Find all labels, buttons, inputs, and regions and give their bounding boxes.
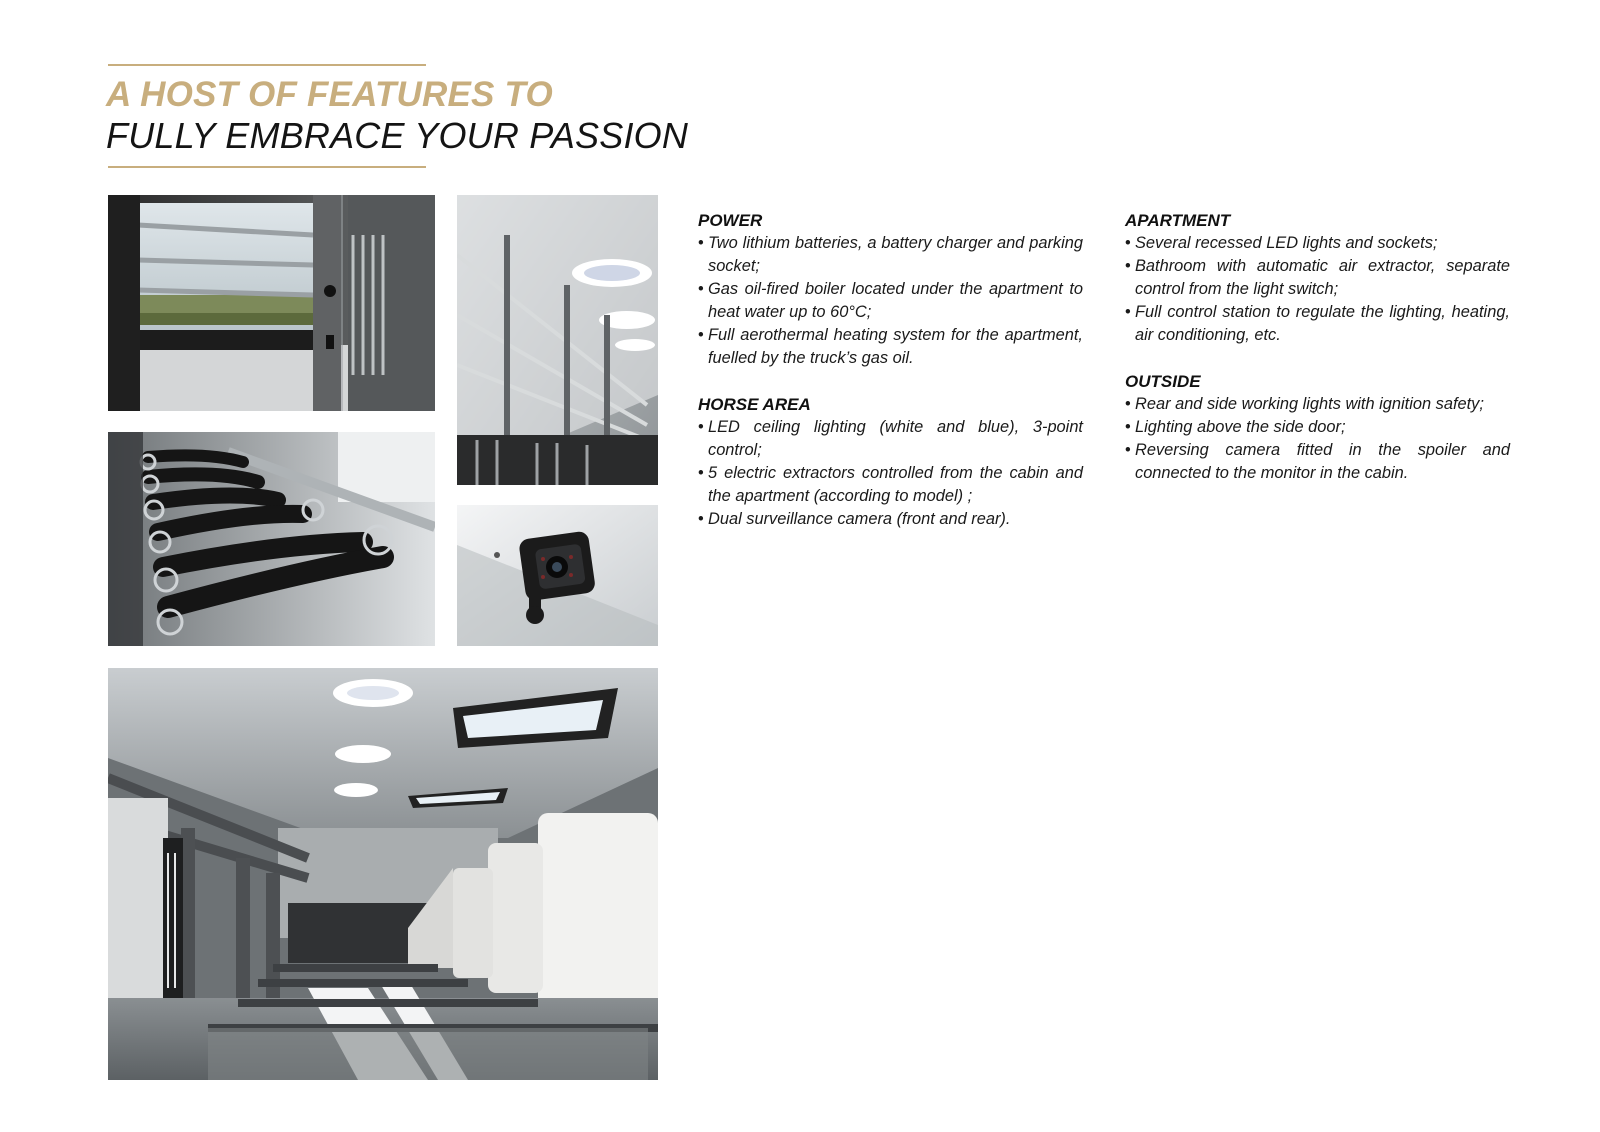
photo-rubber-tie-bars (108, 432, 435, 646)
section-title-horse-area: HORSE AREA (698, 395, 811, 414)
list-item: • Reversing camera fitted in the spoiler and connected to the monitor in the cabin. (1125, 439, 1510, 485)
outside-list (1125, 393, 1510, 485)
photo-surveillance-camera (457, 505, 658, 646)
section-apartment (1125, 209, 1510, 347)
list-item: • Dual surveillance camera (front and rear). (698, 508, 1083, 531)
section-power (698, 209, 1083, 370)
features-column-right (1125, 209, 1510, 508)
features-column-left (698, 209, 1083, 554)
photo-stall-window (108, 195, 435, 411)
section-title-apartment: APARTMENT (1125, 211, 1231, 230)
power-list (698, 232, 1083, 370)
list-item: • Rear and side working lights with ignition safety; (1125, 393, 1510, 416)
photo-horse-area-interior (108, 668, 658, 1080)
photo-ceiling-lights-rails (457, 195, 658, 485)
list-item: • Bathroom with automatic air extractor, separate control from the light switch; (1125, 255, 1510, 301)
list-item: • Two lithium batteries, a battery charger and parking socket; (698, 232, 1083, 278)
list-item: • 5 electric extractors controlled from the cabin and the apartment (according to model) ; (698, 462, 1083, 508)
page-title (106, 74, 688, 156)
list-item: • Several recessed LED lights and sockets; (1125, 232, 1510, 255)
section-title-power: POWER (698, 211, 763, 230)
section-title-outside: OUTSIDE (1125, 372, 1201, 391)
list-item: • Gas oil-fired boiler located under the apartment to heat water up to 60°C; (698, 278, 1083, 324)
list-item: • Full control station to regulate the lighting, heating, air conditioning, etc. (1125, 301, 1510, 347)
apartment-list (1125, 232, 1510, 347)
list-item: • Full aerothermal heating system for the apartment, fuelled by the truck’s gas oil. (698, 324, 1083, 370)
title-line-2: FULLY EMBRACE YOUR PASSION (106, 115, 689, 156)
title-rule-bottom (108, 166, 426, 168)
list-item: • LED ceiling lighting (white and blue), 3-point control; (698, 416, 1083, 462)
section-outside (1125, 370, 1510, 485)
horse-area-list (698, 416, 1083, 531)
section-horse-area (698, 393, 1083, 531)
title-line-1: A HOST OF FEATURES TO (106, 75, 553, 114)
list-item: • Lighting above the side door; (1125, 416, 1510, 439)
title-rule-top (108, 64, 426, 66)
